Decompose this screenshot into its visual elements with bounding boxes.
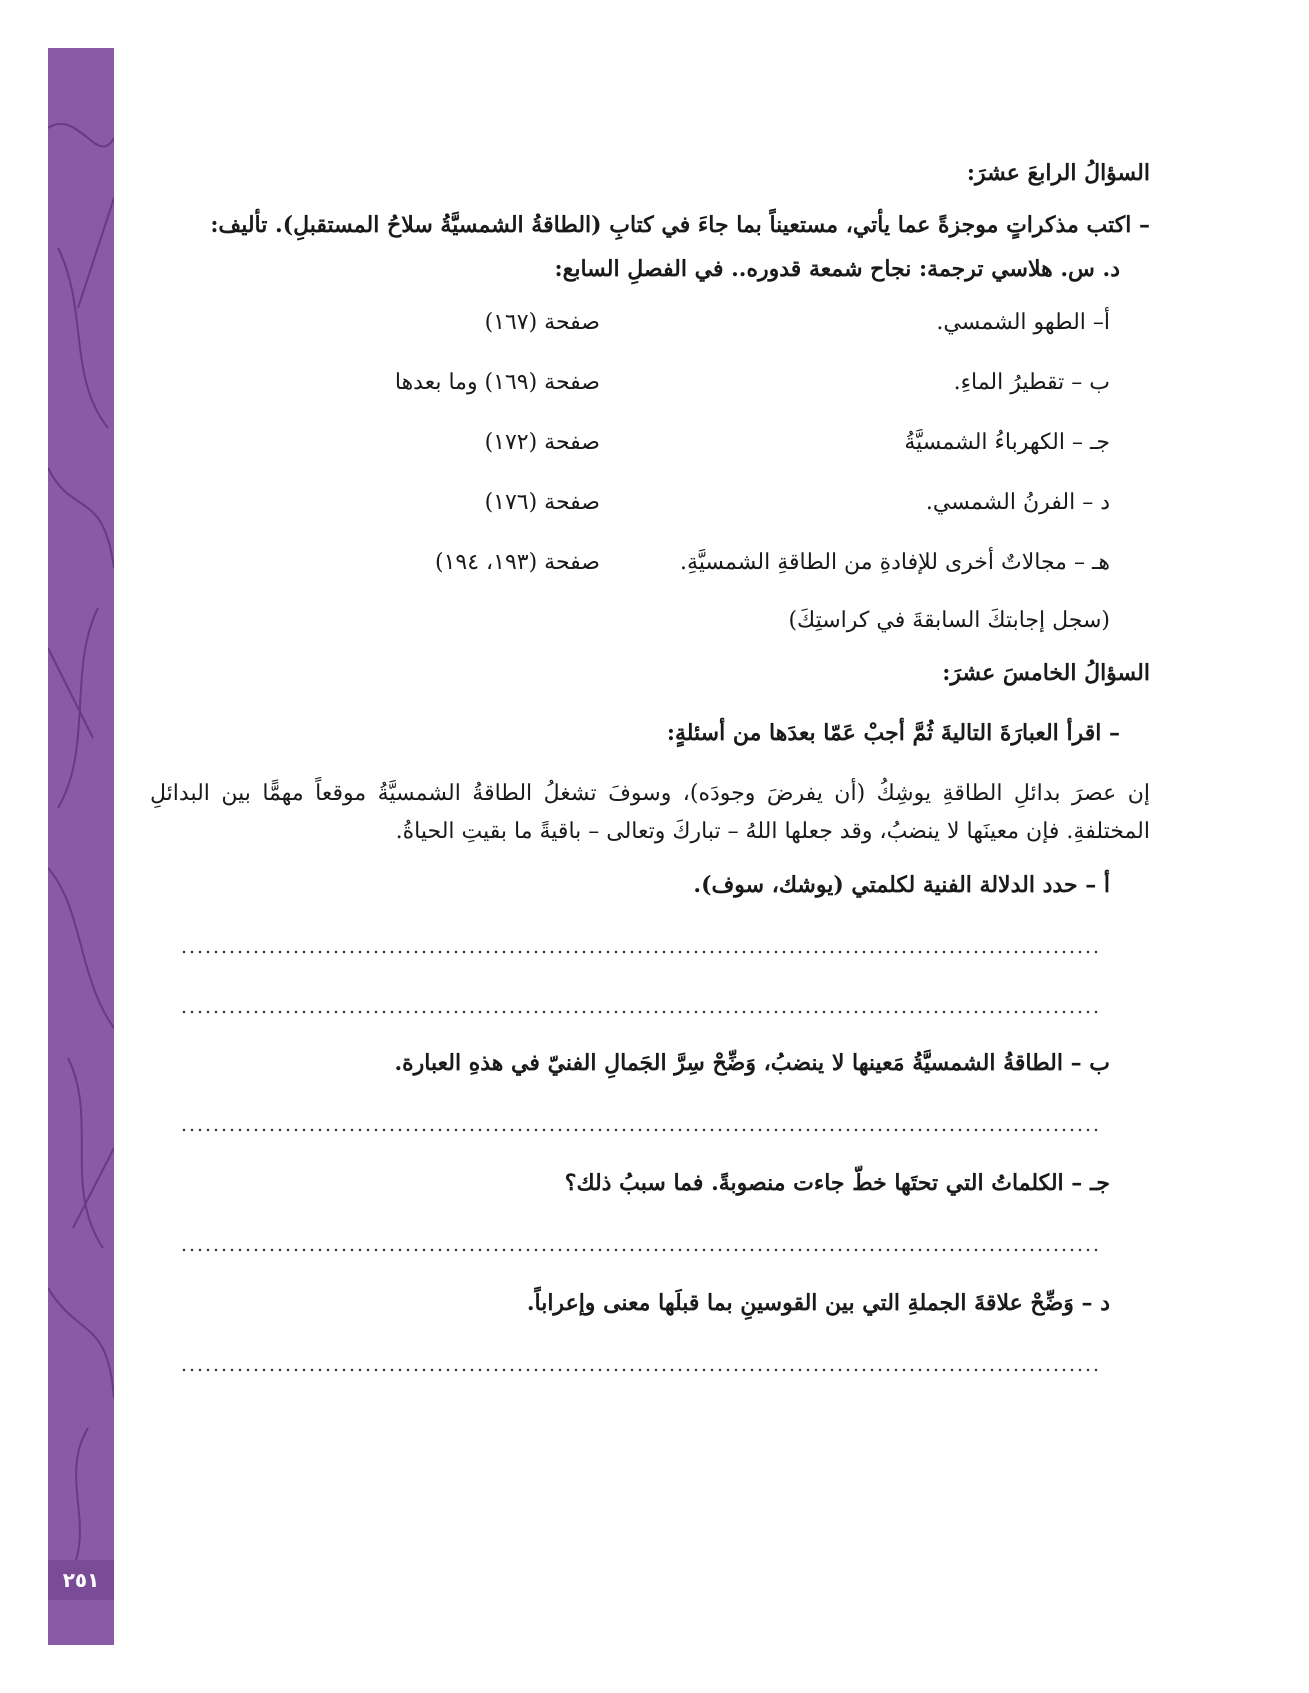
strip-pattern-icon [48, 48, 114, 1645]
q15-instruction: – اقرأ العبارَةَ التاليةَ ثُمَّ أجبْ عَمّا بعدَها من أسئلةٍ: [666, 720, 1120, 746]
item-page: صفحة (١٧٢) [484, 430, 600, 455]
answer-line [180, 1368, 1100, 1372]
decorative-side-strip [48, 48, 114, 1645]
q14-item-a [150, 310, 1150, 350]
item-label: أ– الطهو الشمسي. [936, 310, 1110, 335]
page-number: ٢٥١ [48, 1560, 114, 1600]
item-label: د – الفرنُ الشمسي. [925, 490, 1110, 515]
q14-title: السؤالُ الرابعَ عشرَ: [966, 160, 1150, 186]
q14-item-d [150, 490, 1150, 530]
q15-question-a: أ – حدد الدلالة الفنية لكلمتي (يوشك، سوف). [693, 872, 1110, 898]
q14-instruction-2: د. س. هلاسي ترجمة: نجاح شمعة قدوره.. في الفصلِ السابع: [554, 256, 1120, 282]
q15-title: السؤالُ الخامسَ عشرَ: [942, 660, 1150, 686]
item-page: صفحة (١٦٩) وما بعدها [394, 370, 600, 395]
item-page: صفحة (١٩٣، ١٩٤) [435, 550, 600, 575]
answer-line [180, 1128, 1100, 1132]
q14-item-e [150, 550, 1150, 590]
item-label: جـ – الكهرباءُ الشمسيَّةُ [904, 430, 1110, 455]
q15-passage: إن عصرَ بدائلِ الطاقةِ يوشِكُ (أن يفرضَ وجودَه)، وسوفَ تشغلُ الطاقةُ الشمسيَّةُ موقعاً مهمًّا بين البدائلِ المختلفةِ. فإن معينَها لا ينضبُ، وقد جعلها اللهُ – تباركَ وتعالى – باقيةً ما بقيتِ الحياةُ. [150, 781, 1150, 844]
q15-question-c: جـ – الكلماتُ التي تحتَها خطّ جاءت منصوبةً. فما سببُ ذلك؟ [564, 1170, 1110, 1196]
q14-item-b [150, 370, 1150, 410]
q15-question-d: د – وَضِّحْ علاقةَ الجملةِ التي بين القوسينِ بما قبلَها معنى وإعراباً. [526, 1290, 1110, 1316]
item-page: صفحة (١٦٧) [484, 310, 600, 335]
answer-line [180, 1010, 1100, 1014]
q15-question-b: ب – الطاقةُ الشمسيَّةُ مَعينها لا ينضبُ، وَضِّحْ سِرَّ الجَمالِ الفنيّ في هذهِ العبارة. [394, 1050, 1110, 1076]
item-label: هـ – مجالاتٌ أخرى للإفادةِ من الطاقةِ الشمسيَّةِ. [679, 550, 1110, 575]
answer-line [180, 1248, 1100, 1252]
q14-instruction-1: – اكتب مذكراتٍ موجزةً عما يأتي، مستعيناً بما جاءَ في كتابِ (الطاقةُ الشمسيَّةُ سلاحُ المستقبلِ). تأليف: [210, 212, 1150, 238]
q14-note: (سجل إجابتكَ السابقةَ في كراستِكَ) [788, 608, 1110, 633]
answer-line [180, 950, 1100, 954]
q14-item-c [150, 430, 1150, 470]
item-label: ب – تقطيرُ الماءِ. [953, 370, 1110, 395]
item-page: صفحة (١٧٦) [484, 490, 600, 515]
